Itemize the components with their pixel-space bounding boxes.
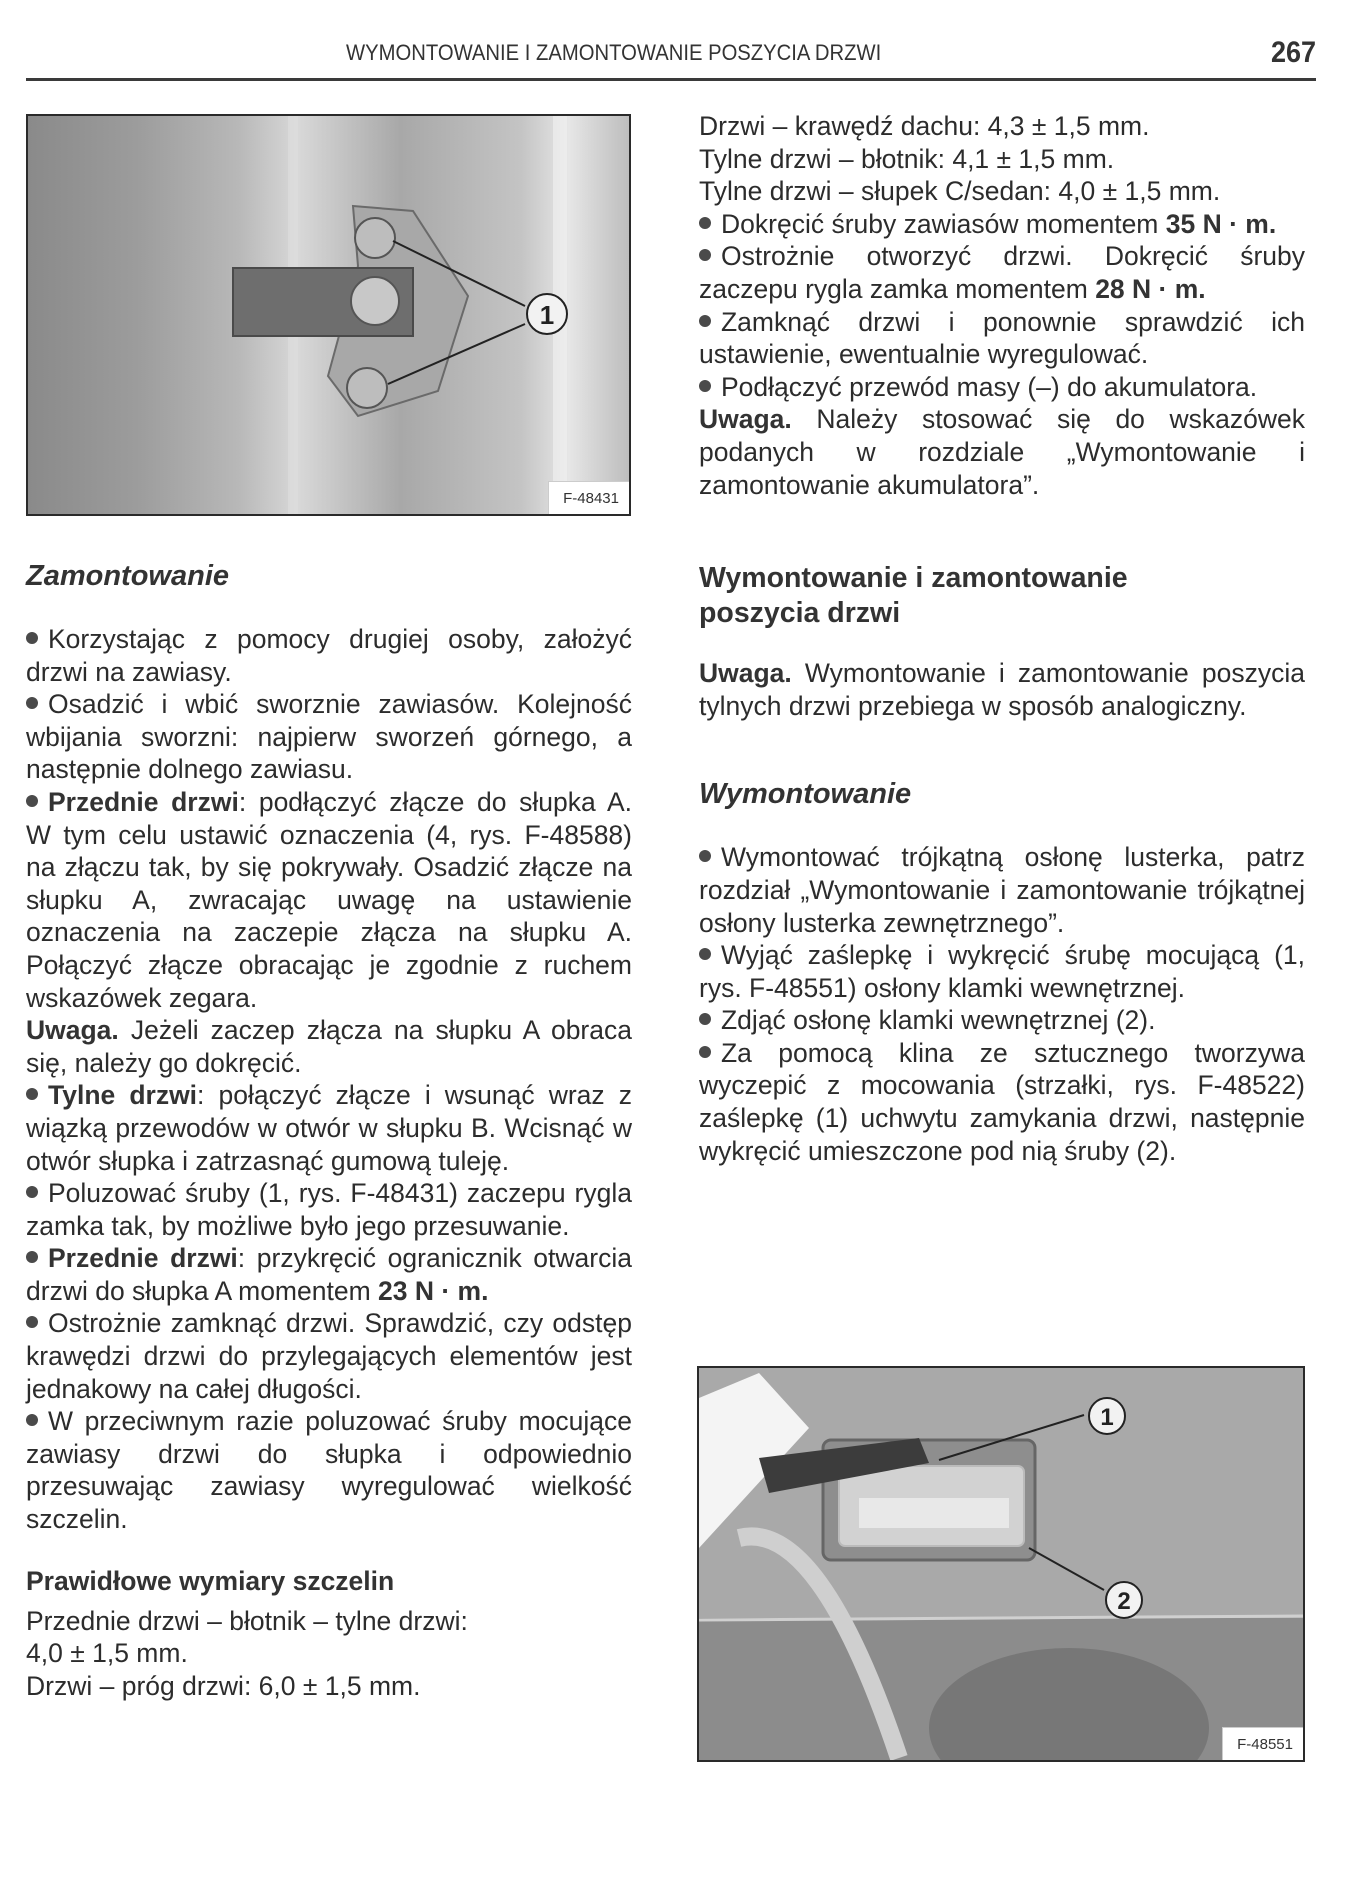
page-number: 267 xyxy=(1270,36,1316,69)
right-column xyxy=(699,110,1305,1167)
item-bold-label: Uwaga. xyxy=(699,404,792,435)
bullet-icon xyxy=(699,249,711,261)
item-text: : przykręcić ogranicznik otwarcia drzwi do słupka A momentem xyxy=(26,1243,632,1306)
bullet-icon xyxy=(26,697,38,709)
list-item xyxy=(699,841,1305,939)
list-item xyxy=(26,786,632,1014)
left-column xyxy=(26,560,632,1702)
torque-value: 35 N · m. xyxy=(1165,208,1277,239)
bullet-icon xyxy=(699,315,711,327)
item-text: Należy stosować się do wskazówek podanych w rozdziale „Wymontowanie i zamontowanie akumulatora”. xyxy=(699,404,1305,500)
item-text: Korzystając z pomocy drugiej osoby, założyć drzwi na zawiasy. xyxy=(26,624,632,687)
bullet-icon xyxy=(699,380,711,392)
item-text: W przeciwnym razie poluzować śruby mocujące zawiasy drzwi do słupka i odpowiednio przesuwając zawiasy wyregulować wielkość szczelin. xyxy=(26,1406,632,1535)
bullet-icon xyxy=(699,948,711,960)
list-item xyxy=(26,1242,632,1307)
item-text: Ostrożnie zamknąć drzwi. Sprawdzić, czy odstęp krawędzi drzwi do przylegających elementów jest jednakowy na całej długości. xyxy=(26,1308,632,1404)
bullet-icon xyxy=(26,1088,38,1100)
gap-line: Tylne drzwi – błotnik: 4,1 ± 1,5 mm. xyxy=(699,143,1115,174)
item-text: Podłączyć przewód masy (–) do akumulatora. xyxy=(721,371,1258,402)
list-item xyxy=(699,208,1305,241)
item-text: Zamknąć drzwi i ponownie sprawdzić ich ustawienie, ewentualnie wyregulować. xyxy=(699,306,1305,370)
item-bold-label: Tylne drzwi xyxy=(48,1080,198,1111)
item-text: Jeżeli zaczep złącza na słupku A obraca się, należy go dokręcić. xyxy=(26,1015,632,1078)
torque-value: 28 N · m. xyxy=(1095,273,1206,304)
item-text: : połączyć złącze i wsunąć wraz z wiązką przewodów w otwór w słupku B. Wcisnąć w otwór słupka i zatrzasnąć gumową tuleję. xyxy=(26,1080,632,1176)
item-text: Wyjąć zaślepkę i wykręcić śrubę mocującą (1, rys. F-48551) osłony klamki wewnętrznej. xyxy=(699,940,1305,1003)
assembly-steps xyxy=(26,623,632,1536)
bullet-icon xyxy=(26,1251,38,1263)
list-item xyxy=(699,240,1305,305)
item-text: Wymontować trójkątną osłonę lusterka, patrz rozdział „Wymontowanie i zamontowanie trójkątnej osłony lusterka zewnętrznego”. xyxy=(699,842,1305,938)
bullet-icon xyxy=(26,795,38,807)
note-text: Wymontowanie i zamontowanie poszycia tylnych drzwi przebiega w sposób analogiczny. xyxy=(699,658,1305,721)
handle-photo-illustration xyxy=(699,1368,1303,1760)
running-title: WYMONTOWANIE I ZAMONTOWANIE POSZYCIA DRZWI xyxy=(346,40,882,65)
item-text: Zdjąć osłonę klamki wewnętrznej (2). xyxy=(721,1005,1156,1036)
item-bold-label: Uwaga. xyxy=(26,1015,119,1046)
header-rule xyxy=(26,78,1316,81)
list-item xyxy=(26,1014,632,1079)
bullet-icon xyxy=(699,850,711,862)
note-label: Uwaga. xyxy=(699,658,792,689)
gap-line: Drzwi – próg drzwi: 6,0 ± 1,5 mm. xyxy=(26,1670,421,1701)
list-item xyxy=(26,623,632,688)
item-text: : podłączyć złącze do słupka A. W tym celu ustawić oznaczenia (4, rys. F-48588) na złączu tak, by się pokrywały. Osadzić złącze na słupku A, zwracając uwagę na ustawienie oznaczenia na zaczepie złącza na słupku A. Połączyć złącze obracając je zgodnie z ruchem wskazówek zegara. xyxy=(26,786,632,1013)
callout-1-label: 1 xyxy=(539,300,555,330)
gaps-heading: Prawidłowe wymiary szczelin xyxy=(26,1565,395,1596)
bullet-icon xyxy=(699,217,711,229)
gap-line: Drzwi – krawędź dachu: 4,3 ± 1,5 mm. xyxy=(699,111,1150,141)
hinge-photo-illustration xyxy=(28,116,629,514)
figure-hinge-photo xyxy=(26,114,631,516)
list-item xyxy=(26,1079,632,1177)
bullet-icon xyxy=(699,1013,711,1025)
bullet-icon xyxy=(699,1046,711,1058)
section-heading-trim: Wymontowanie i zamontowanie poszycia drzwi xyxy=(699,562,1128,630)
list-item xyxy=(699,306,1305,371)
gap-line: Przednie drzwi – błotnik – tylne drzwi: xyxy=(26,1605,468,1636)
list-item xyxy=(699,371,1305,404)
item-bold-label: Przednie drzwi xyxy=(48,786,239,817)
bullet-icon xyxy=(26,1414,38,1426)
list-item xyxy=(699,1004,1305,1037)
bullet-icon xyxy=(26,632,38,644)
list-item xyxy=(699,939,1305,1004)
torque-value: 23 N · m. xyxy=(378,1275,489,1306)
list-item xyxy=(26,1307,632,1405)
item-text: Osadzić i wbić sworznie zawiasów. Kolejność wbijania sworzni: najpierw sworzeń górnego, a następnie dolnego zawiasu. xyxy=(26,689,632,785)
section-heading-removal: Wymontowanie xyxy=(699,778,912,811)
list-item xyxy=(699,1037,1305,1167)
item-text: Za pomocą klina ze sztucznego tworzywa wyczepić z mocowania (strzałki, rys. F-48522) zaślepkę (1) uchwytu zamykania drzwi, następnie wykręcić umieszczone pod nią śruby (2). xyxy=(699,1037,1305,1166)
item-text: Ostrożnie otworzyć drzwi. Dokręcić śruby zaczepu rygla zamka momentem xyxy=(699,241,1305,304)
list-item xyxy=(26,1177,632,1242)
removal-steps xyxy=(699,841,1305,1167)
item-text: Dokręcić śruby zawiasów momentem xyxy=(721,208,1166,239)
callout-1-label: 1 xyxy=(1100,1404,1114,1431)
section-heading-assembly: Zamontowanie xyxy=(26,560,230,592)
figure-handle-photo xyxy=(697,1366,1305,1762)
list-item xyxy=(26,1405,632,1535)
trim-note xyxy=(699,657,1305,722)
list-item xyxy=(699,403,1305,501)
tightening-steps xyxy=(699,208,1305,501)
page-header xyxy=(26,36,1316,78)
list-item xyxy=(26,688,632,786)
item-text: Poluzować śruby (1, rys. F-48431) zaczepu rygla zamka tak, by możliwe było jego przesuwanie. xyxy=(26,1178,632,1241)
item-bold-label: Przednie drzwi xyxy=(48,1243,238,1274)
figure-label: F-48431 xyxy=(548,481,629,514)
gap-line: Tylne drzwi – słupek C/sedan: 4,0 ± 1,5 mm. xyxy=(699,176,1221,207)
bullet-icon xyxy=(26,1316,38,1328)
callout-2-label: 2 xyxy=(1117,1588,1131,1615)
gap-line: 4,0 ± 1,5 mm. xyxy=(26,1638,188,1669)
figure-label: F-48551 xyxy=(1222,1727,1303,1760)
bullet-icon xyxy=(26,1186,38,1198)
